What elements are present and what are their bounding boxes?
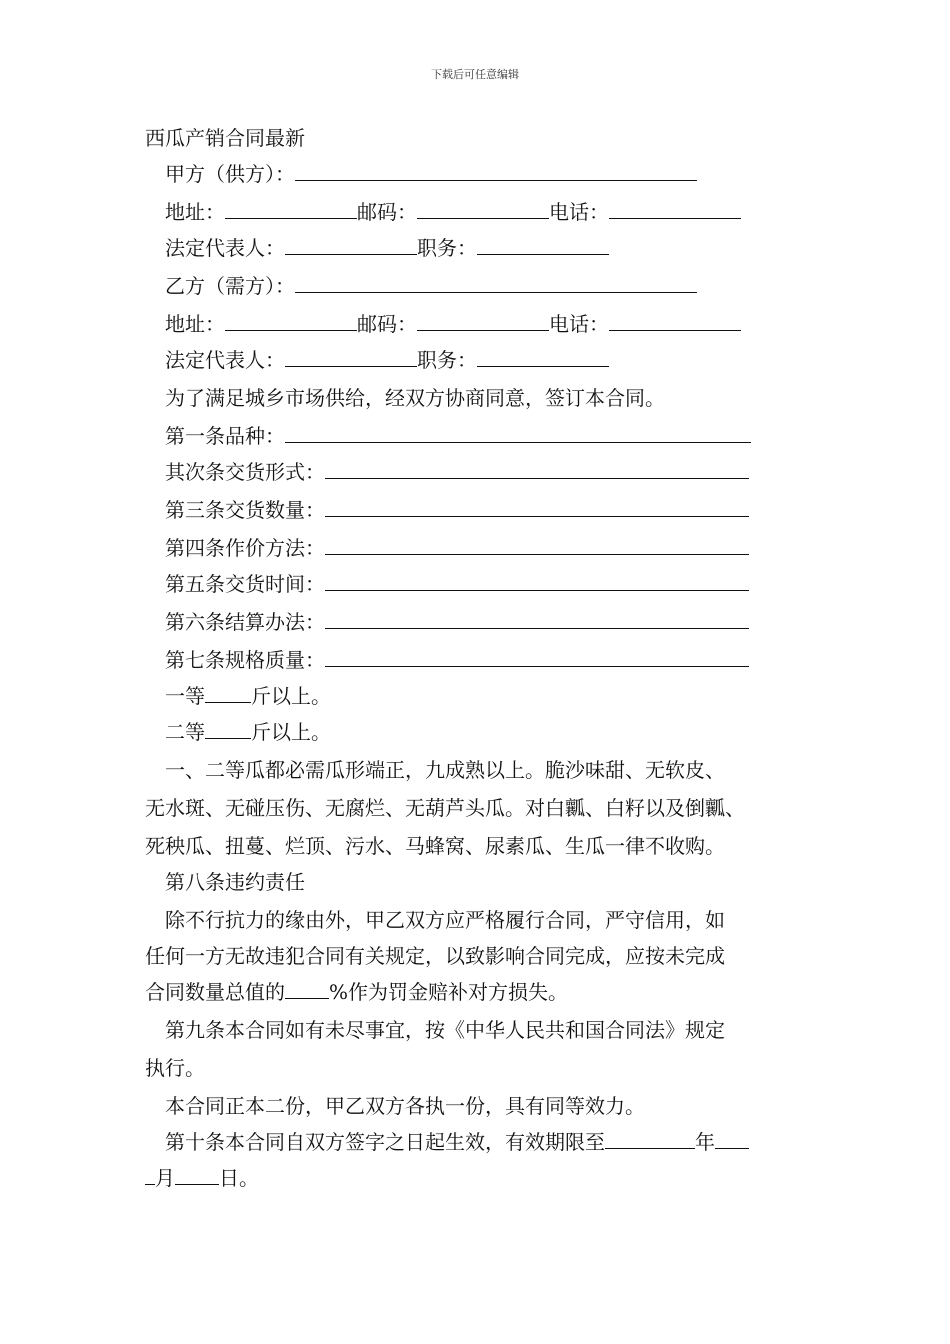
clause-3-blank[interactable] bbox=[325, 496, 749, 517]
quality-line-2: 无水斑、无碰压伤、无腐烂、无葫芦头瓜。对白瓤、白籽以及倒瓤、 bbox=[145, 796, 745, 820]
clause-8-line-3-prefix: 合同数量总值的 bbox=[145, 980, 285, 1004]
clause-9-line-2: 执行。 bbox=[145, 1056, 205, 1080]
clause-1-label: 第一条品种： bbox=[165, 424, 285, 448]
party-a-address-line bbox=[165, 198, 741, 226]
rep-label: 法定代表人： bbox=[165, 236, 285, 260]
phone-label: 电话： bbox=[549, 200, 609, 224]
quality-line-3: 死秧瓜、扭蔓、烂顶、污水、马蜂窝、尿素瓜、生瓜一律不收购。 bbox=[145, 834, 725, 858]
clause-6-label: 第六条结算办法： bbox=[165, 610, 325, 634]
year-label: 年 bbox=[695, 1130, 715, 1154]
clause-7-line bbox=[165, 646, 749, 674]
penalty-percent-blank[interactable] bbox=[285, 978, 329, 999]
postcode-label: 邮码： bbox=[357, 312, 417, 336]
grade-2-blank[interactable] bbox=[205, 718, 251, 739]
clause-4-line bbox=[165, 534, 749, 562]
party-b-blank[interactable] bbox=[295, 272, 697, 293]
clause-3-label: 第三条交货数量： bbox=[165, 498, 325, 522]
rep-blank[interactable] bbox=[285, 346, 417, 367]
clause-6-line bbox=[165, 608, 749, 636]
clause-10-text: 第十条本合同自双方签字之日起生效，有效期限至 bbox=[165, 1130, 605, 1154]
party-b-line bbox=[165, 272, 697, 300]
page-header-note: 下载后可任意编辑 bbox=[431, 68, 519, 81]
document-title: 西瓜产销合同最新 bbox=[145, 126, 305, 150]
party-a-rep-line bbox=[165, 234, 609, 262]
phone-label: 电话： bbox=[549, 312, 609, 336]
grade-1-suffix: 斤以上。 bbox=[251, 684, 331, 708]
clause-5-blank[interactable] bbox=[325, 570, 749, 591]
postcode-label: 邮码： bbox=[357, 200, 417, 224]
address-label: 地址： bbox=[165, 200, 225, 224]
rep-blank[interactable] bbox=[285, 234, 417, 255]
clause-8-title: 第八条违约责任 bbox=[165, 870, 305, 894]
grade-2-suffix: 斤以上。 bbox=[251, 720, 331, 744]
quality-line-1: 一、二等瓜都必需瓜形端正，九成熟以上。脆沙味甜、无软皮、 bbox=[165, 758, 725, 782]
party-a-blank[interactable] bbox=[295, 160, 697, 181]
position-blank[interactable] bbox=[477, 346, 609, 367]
clause-2-blank[interactable] bbox=[325, 458, 749, 479]
clause-1-line bbox=[165, 422, 751, 450]
position-label: 职务： bbox=[417, 348, 477, 372]
day-label: 日。 bbox=[219, 1166, 259, 1190]
clause-4-blank[interactable] bbox=[325, 534, 749, 555]
grade-2-line bbox=[165, 718, 331, 746]
party-a-label: 甲方（供方）： bbox=[165, 162, 295, 186]
phone-blank[interactable] bbox=[609, 310, 741, 331]
clause-5-label: 第五条交货时间： bbox=[165, 572, 325, 596]
grade-1-line bbox=[165, 682, 331, 710]
clause-8-line-3 bbox=[145, 978, 568, 1006]
clause-6-blank[interactable] bbox=[325, 608, 749, 629]
phone-blank[interactable] bbox=[609, 198, 741, 219]
clause-4-label: 第四条作价方法： bbox=[165, 536, 325, 560]
position-blank[interactable] bbox=[477, 234, 609, 255]
clause-8-line-3-suffix: %作为罚金赔补对方损失。 bbox=[329, 980, 569, 1004]
clause-3-line bbox=[165, 496, 749, 524]
month-label: 月 bbox=[155, 1166, 175, 1190]
clause-10-line-1 bbox=[165, 1128, 749, 1156]
grade-1-prefix: 一等 bbox=[165, 684, 205, 708]
clause-10-line-2 bbox=[145, 1164, 259, 1192]
address-blank[interactable] bbox=[225, 310, 357, 331]
clause-7-blank[interactable] bbox=[325, 646, 749, 667]
clause-9-line-1: 第九条本合同如有未尽事宜，按《中华人民共和国合同法》规定 bbox=[165, 1018, 725, 1042]
clause-2-label: 其次条交货形式： bbox=[165, 460, 325, 484]
party-b-rep-line bbox=[165, 346, 609, 374]
expiry-month-blank-start[interactable] bbox=[715, 1128, 749, 1149]
party-b-label: 乙方（需方）： bbox=[165, 274, 295, 298]
party-a-line bbox=[165, 160, 697, 188]
expiry-day-blank[interactable] bbox=[175, 1164, 219, 1185]
expiry-year-blank[interactable] bbox=[605, 1128, 695, 1149]
postcode-blank[interactable] bbox=[417, 310, 549, 331]
intro-text: 为了满足城乡市场供给，经双方协商同意，签订本合同。 bbox=[165, 386, 665, 410]
party-b-address-line bbox=[165, 310, 741, 338]
rep-label: 法定代表人： bbox=[165, 348, 285, 372]
clause-5-line bbox=[165, 570, 749, 598]
expiry-month-blank-end[interactable] bbox=[145, 1164, 155, 1185]
address-blank[interactable] bbox=[225, 198, 357, 219]
address-label: 地址： bbox=[165, 312, 225, 336]
clause-8-line-2: 任何一方无故违犯合同有关规定，以致影响合同完成，应按未完成 bbox=[145, 944, 725, 968]
copies-text: 本合同正本二份，甲乙双方各执一份，具有同等效力。 bbox=[165, 1094, 645, 1118]
clause-8-line-1: 除不行抗力的缘由外，甲乙双方应严格履行合同，严守信用，如 bbox=[165, 908, 725, 932]
clause-7-label: 第七条规格质量： bbox=[165, 648, 325, 672]
clause-2-line bbox=[165, 458, 749, 486]
grade-1-blank[interactable] bbox=[205, 682, 251, 703]
clause-1-blank[interactable] bbox=[285, 422, 751, 443]
position-label: 职务： bbox=[417, 236, 477, 260]
postcode-blank[interactable] bbox=[417, 198, 549, 219]
grade-2-prefix: 二等 bbox=[165, 720, 205, 744]
